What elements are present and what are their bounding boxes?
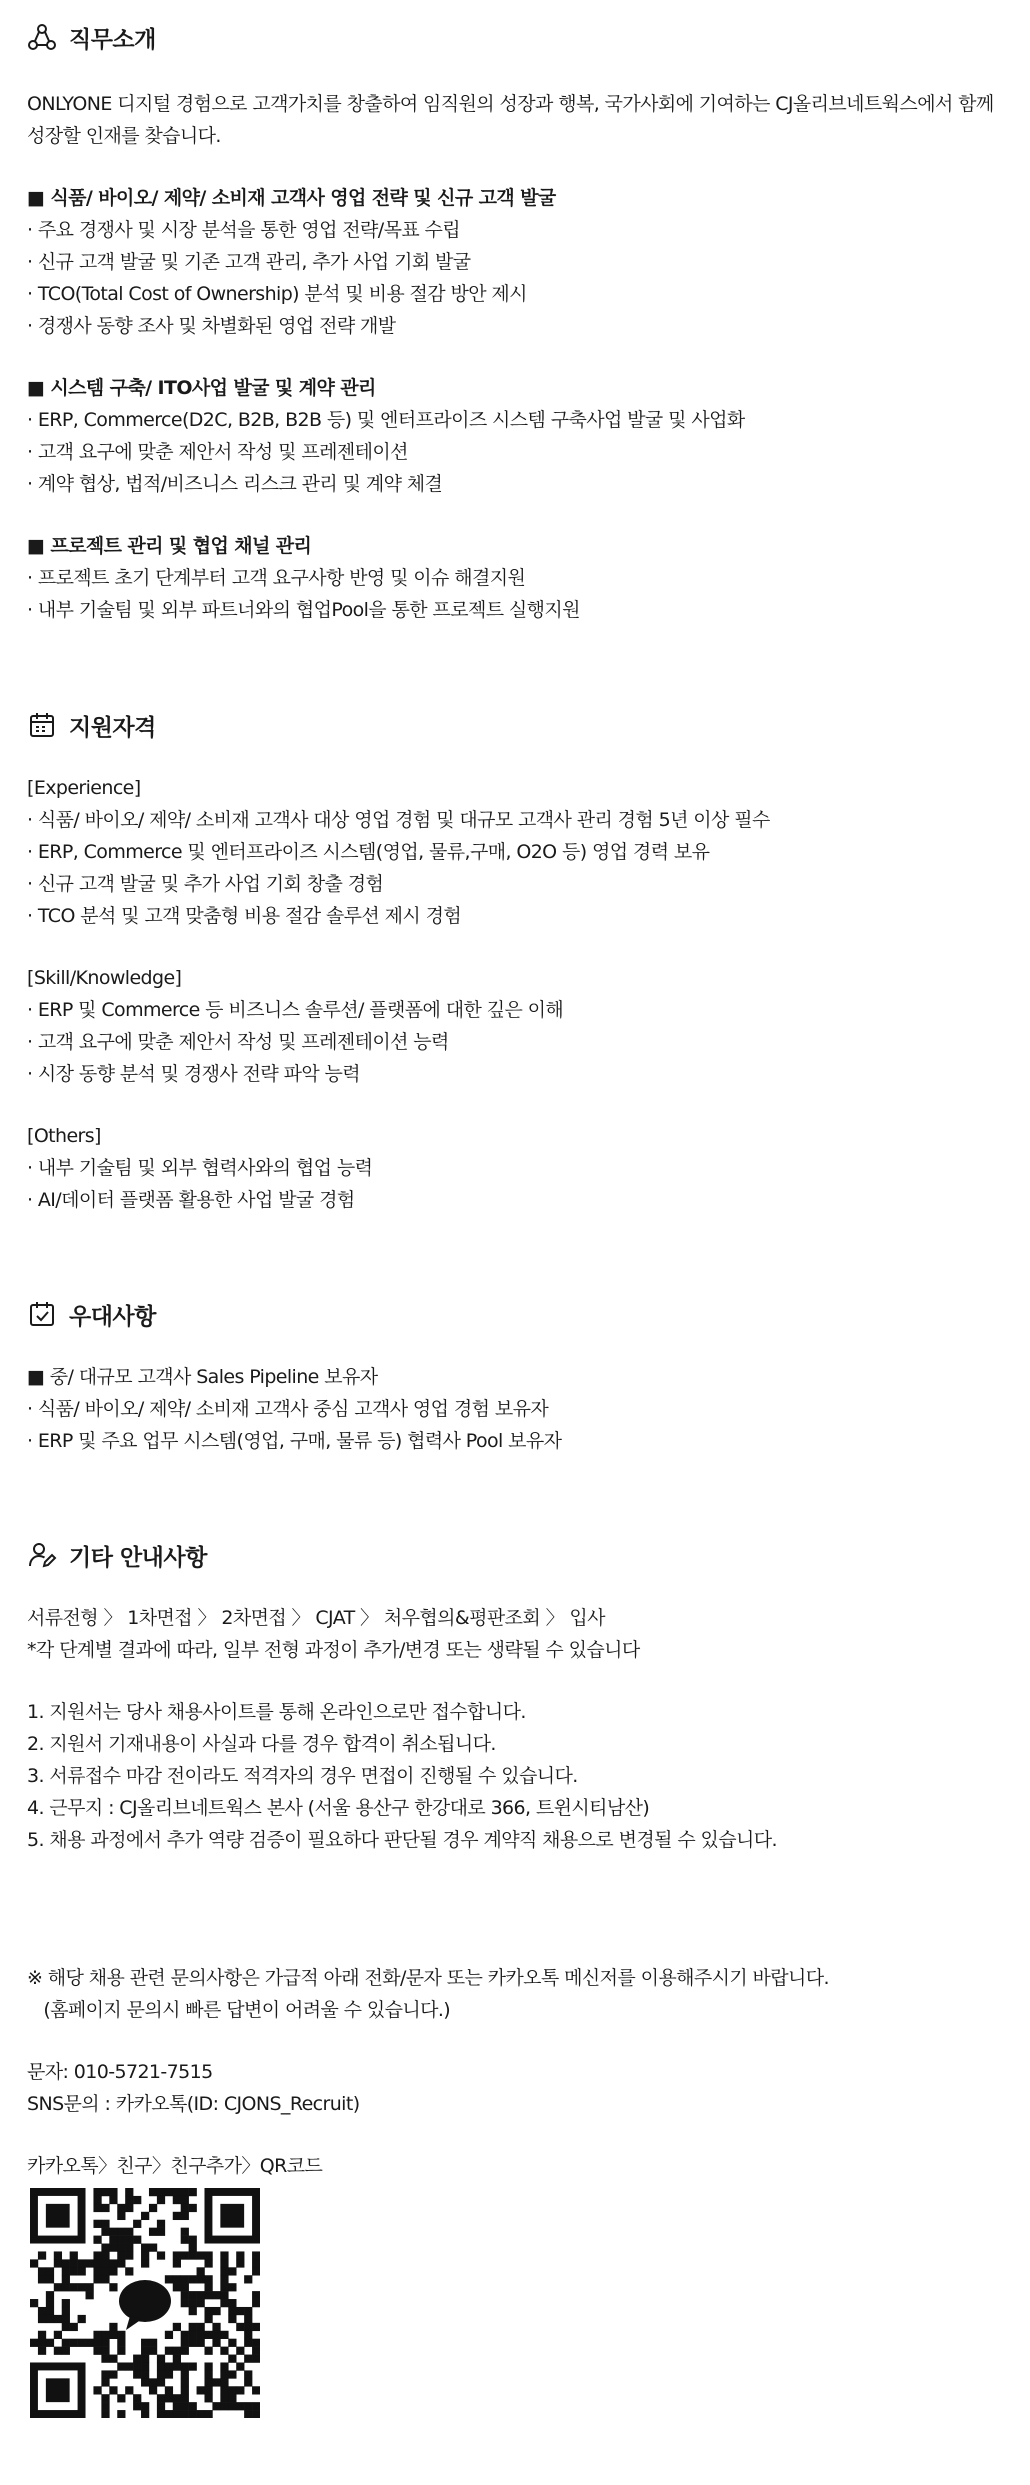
network-nodes-icon [27, 22, 57, 52]
calendar-check-icon [27, 1299, 57, 1329]
section-title-job-intro: 직무소개 [69, 26, 156, 53]
list-item: · ERP, Commerce(D2C, B2B, B2B 등) 및 엔터프라이즈 시스템 구축사업 발굴 및 사업화 [27, 409, 745, 431]
list-item: · 프로젝트 초기 단계부터 고객 요구사항 반영 및 이슈 해결지원 [27, 567, 526, 589]
notice-item: 5. 채용 과정에서 추가 역량 검증이 필요하다 판단될 경우 계약직 채용으로 변경될 수 있습니다. [27, 1829, 777, 1851]
list-item: · AI/데이터 플랫폼 활용한 사업 발굴 경험 [27, 1189, 355, 1211]
section-title-qualifications: 지원자격 [69, 714, 156, 741]
contact-note: (홈페이지 문의시 빠른 답변이 어려울 수 있습니다.) [27, 1999, 451, 2021]
group-heading: ■ 시스템 구축/ ITO사업 발굴 및 계약 관리 [27, 377, 376, 399]
contact-sns: SNS문의 : 카카오톡(ID: CJONS_Recruit) [27, 2093, 360, 2115]
section-header-preferred [27, 1296, 156, 1332]
group-heading: ■ 프로젝트 관리 및 협업 채널 관리 [27, 535, 312, 557]
group-heading: [Experience] [27, 777, 141, 799]
list-item: · 내부 기술팀 및 외부 협력사와의 협업 능력 [27, 1157, 373, 1179]
contact-note: ※ 해당 채용 관련 문의사항은 가급적 아래 전화/문자 또는 카카오톡 메신저를 이용해주시기 바랍니다. [27, 1967, 829, 1989]
section-title-preferred: 우대사항 [69, 1303, 156, 1330]
notice-item: 1. 지원서는 당사 채용사이트를 통해 온라인으로만 접수합니다. [27, 1701, 526, 1723]
list-item: · ERP 및 주요 업무 시스템(영업, 구매, 물류 등) 협력사 Pool 보유자 [27, 1430, 562, 1452]
group-heading: [Others] [27, 1125, 101, 1147]
section-header-other-info [27, 1537, 207, 1573]
intro-line-2: 성장할 인재를 찾습니다. [27, 125, 221, 147]
process-line: 서류전형 〉 1차면접 〉 2차면접 〉 CJAT 〉 처우협의&평판조회 〉 입사 [27, 1607, 605, 1629]
list-item: · TCO(Total Cost of Ownership) 분석 및 비용 절감 방안 제시 [27, 283, 527, 305]
list-item: · 계약 협상, 법적/비즈니스 리스크 관리 및 계약 체결 [27, 473, 443, 495]
section-header-job-intro [27, 19, 156, 55]
list-item: · 고객 요구에 맞춘 제안서 작성 및 프레젠테이션 [27, 441, 408, 463]
contact-sms: 문자: 010-5721-7515 [27, 2061, 213, 2083]
calendar-icon [27, 710, 57, 740]
qr-label: 카카오톡〉친구〉친구추가〉QR코드 [27, 2155, 323, 2177]
list-item: · TCO 분석 및 고객 맞춤형 비용 절감 솔루션 제시 경험 [27, 905, 462, 927]
kakao-qr-code [30, 2188, 260, 2418]
list-item: · 식품/ 바이오/ 제약/ 소비재 고객사 중심 고객사 영업 경험 보유자 [27, 1398, 549, 1420]
notice-item: 2. 지원서 기재내용이 사실과 다를 경우 합격이 취소됩니다. [27, 1733, 496, 1755]
notice-item: 3. 서류접수 마감 전이라도 적격자의 경우 면접이 진행될 수 있습니다. [27, 1765, 578, 1787]
list-item: · 고객 요구에 맞춘 제안서 작성 및 프레젠테이션 능력 [27, 1031, 449, 1053]
list-item: · ERP 및 Commerce 등 비즈니스 솔루션/ 플랫폼에 대한 깊은 이해 [27, 999, 564, 1021]
list-item: · 신규 고객 발굴 및 추가 사업 기회 창출 경험 [27, 873, 384, 895]
process-note: *각 단계별 결과에 따라, 일부 전형 과정이 추가/변경 또는 생략될 수 있습니다 [27, 1639, 640, 1661]
list-item: · 식품/ 바이오/ 제약/ 소비재 고객사 대상 영업 경험 및 대규모 고객사 관리 경험 5년 이상 필수 [27, 809, 770, 831]
group-heading: ■ 식품/ 바이오/ 제약/ 소비재 고객사 영업 전략 및 신규 고객 발굴 [27, 187, 556, 209]
intro-line-1: ONLYONE 디지털 경험으로 고객가치를 창출하여 임직원의 성장과 행복, 국가사회에 기여하는 CJ올리브네트웍스에서 함께 [27, 93, 994, 115]
notice-item: 4. 근무지 : CJ올리브네트웍스 본사 (서울 용산구 한강대로 366, 트윈시티남산) [27, 1797, 650, 1819]
list-item: · 시장 동향 분석 및 경쟁사 전략 파악 능력 [27, 1063, 361, 1085]
section-header-qualifications [27, 707, 156, 743]
list-item: · 경쟁사 동향 조사 및 차별화된 영업 전략 개발 [27, 315, 396, 337]
list-item: ■ 중/ 대규모 고객사 Sales Pipeline 보유자 [27, 1366, 378, 1388]
group-heading: [Skill/Knowledge] [27, 967, 182, 989]
user-edit-icon [27, 1540, 57, 1570]
list-item: · 내부 기술팀 및 외부 파트너와의 협업Pool을 통한 프로젝트 실행지원 [27, 599, 580, 621]
list-item: · 주요 경쟁사 및 시장 분석을 통한 영업 전략/목표 수립 [27, 219, 461, 241]
list-item: · 신규 고객 발굴 및 기존 고객 관리, 추가 사업 기회 발굴 [27, 251, 471, 273]
list-item: · ERP, Commerce 및 엔터프라이즈 시스템(영업, 물류,구매, O2O 등) 영업 경력 보유 [27, 841, 710, 863]
section-title-other-info: 기타 안내사항 [69, 1544, 207, 1571]
